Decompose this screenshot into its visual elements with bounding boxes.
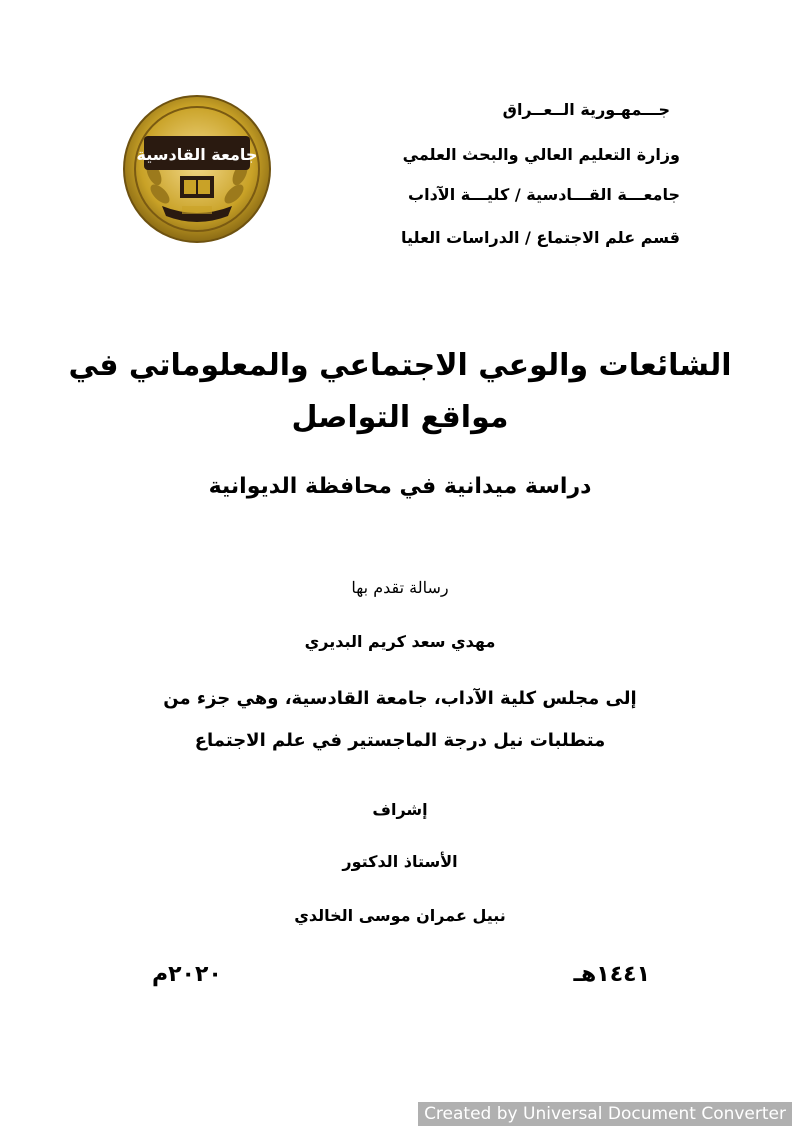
thesis-subtitle: دراسة ميدانية في محافظة الديوانية: [208, 474, 592, 499]
thesis-title-line1: الشائعات والوعي الاجتماعي والمعلوماتي في: [68, 348, 732, 383]
date-gregorian: ٢٠٢٠م: [152, 962, 222, 987]
supervisor-title: الأستاذ الدكتور: [342, 852, 458, 871]
date-hijri: ١٤٤١هـ: [573, 962, 650, 987]
submission-line2: متطلبات نيل درجة الماجستير في علم الاجتماع: [194, 730, 606, 751]
seal-text: جامعة القادسية: [136, 145, 258, 164]
header-department: قسم علم الاجتماع / الدراسات العليا: [401, 228, 680, 247]
presented-by-label: رسالة تقدم بها: [351, 578, 449, 597]
university-seal-icon: [122, 94, 272, 244]
header-country: جـــمهـورية الــعــراق: [502, 100, 670, 119]
submission-line1: إلى مجلس كلية الآداب، جامعة القادسية، وهي جزء من: [163, 688, 637, 709]
header-university-college: جامعـــة القـــادسية / كليـــة الآداب: [408, 185, 680, 204]
thesis-title-line2: مواقع التواصل: [291, 400, 509, 435]
watermark-banner: Created by Universal Document Converter: [418, 1102, 792, 1126]
supervisor-name: نبيل عمران موسى الخالدي: [294, 906, 506, 925]
header-ministry: وزارة التعليم العالي والبحث العلمي: [402, 145, 680, 164]
author-name: مهدي سعد كريم البديري: [304, 632, 496, 651]
supervision-label: إشراف: [372, 800, 428, 819]
